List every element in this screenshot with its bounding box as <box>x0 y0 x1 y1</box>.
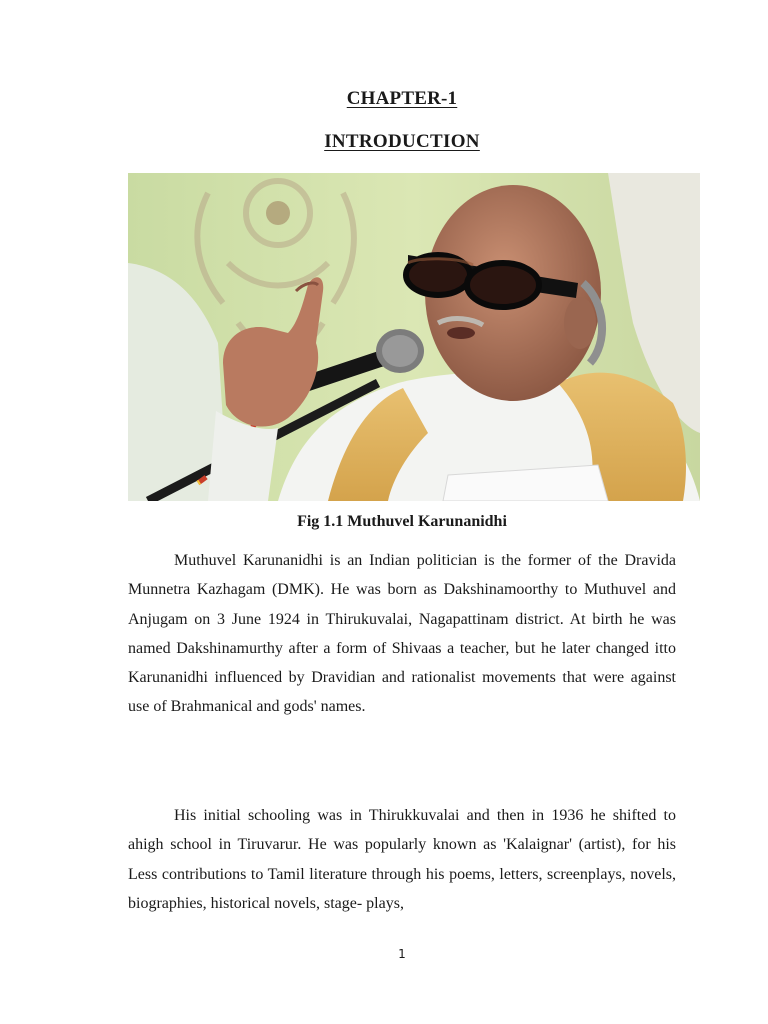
figure-caption: Fig 1.1 Muthuvel Karunanidhi <box>297 513 507 530</box>
portrait-photo-icon <box>128 173 700 501</box>
page-number: 1 <box>398 947 406 961</box>
section-heading: INTRODUCTION <box>324 131 480 152</box>
body-paragraph: Muthuvel Karunanidhi is an Indian politician is the former of the Dravida Munnetra Kazhagam (DMK). He was born as Dakshinamoorthy to Muthuvel and Anjugam on 3 June 1924 in Thirukuvalai, Nagapattinam district. At birth he was named Dakshinamurthy after a form of Shivaas a teacher, but he later changed itto Karunanidhi influenced by Dravidian and rationalist movements that were against use of Brahmanical and gods' names. <box>128 552 676 716</box>
body-paragraph: His initial schooling was in Thirukkuvalai and then in 1936 he shifted to ahigh school in Tiruvarur. He was popularly known as 'Kalaignar' (artist), for his Less contributions to Tamil literature through his poems, letters, screenplays, novels, biographies, historical novels, stage- plays, <box>128 807 676 912</box>
chapter-heading: CHAPTER-1 <box>346 88 458 109</box>
